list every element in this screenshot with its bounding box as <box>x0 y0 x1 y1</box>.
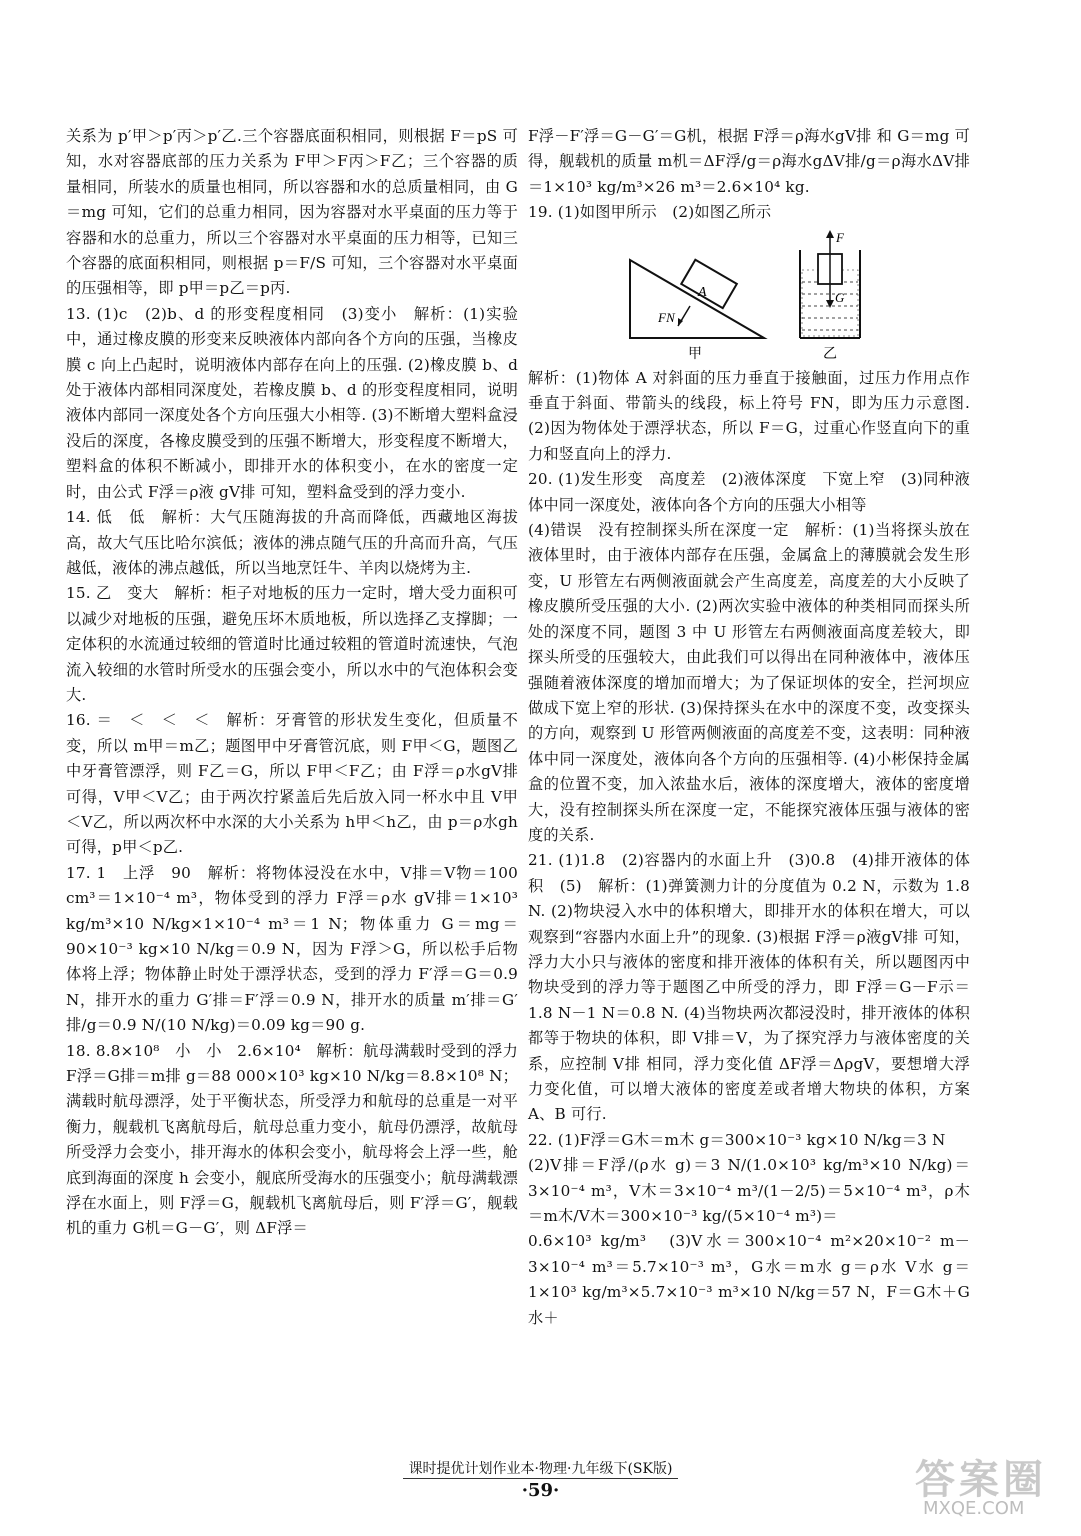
watermark <box>915 1448 1065 1528</box>
answer-22-part3: 0.6×10³ kg/m³ (3)V水＝300×10⁻⁴ m²×20×10⁻² m－3×10⁻⁴ m³＝5.7×10⁻³ m³，G水＝m水 g＝ρ水 V水 g＝1×10³ kg/m³×5.7×10⁻³ m³×10 N/kg＝57 N，F＝G木＋G水＋ <box>528 1232 970 1327</box>
normal-force-label: FN <box>658 309 676 325</box>
gravity-arrowhead <box>826 300 834 308</box>
watermark-logo-text: 答案圈 <box>915 1457 1047 1503</box>
block-a <box>681 259 737 307</box>
gravity-label: G <box>835 289 845 305</box>
buoyancy-label: F <box>836 229 845 245</box>
answer-22-part2: (2)V排＝F浮/(ρ水 g)＝3 N/(1.0×10³ kg/m³×10 N/kg)＝3×10⁻⁴ m³，V木＝3×10⁻⁴ m³/(1－2/5)＝5×10⁻⁴ m³，ρ木＝m木/V木＝300×10⁻³ kg/(5×10⁻⁴ m³)＝ <box>528 1156 970 1226</box>
beaker-figure <box>800 230 860 360</box>
answer-22-part1: 22. (1)F浮＝G木＝m木 g＝300×10⁻³ kg×10 N/kg＝3 N <box>528 1130 946 1149</box>
physics-figures <box>528 230 968 360</box>
answer-14: 14. 低 低 解析：大气压随海拔的升高而降低，西藏地区海拔高，故大气压比哈尔滨低；液体的沸点随气压的升高而升高，气压越低，液体的沸点越低，所以当地烹饪牛、羊肉以烧烤为主. <box>66 508 518 577</box>
page-number: ·59· <box>521 1480 560 1501</box>
figure-2-label: 乙 <box>823 345 838 360</box>
watermark-url: MXQE.COM <box>923 1498 1025 1519</box>
incline-figure <box>630 259 764 359</box>
right-column <box>528 124 970 1331</box>
paragraph-12-cont: 关系为 p′甲＞p′丙＞p′乙.三个容器底面积相同，则根据 F＝pS 可知，水对容器底部的压力关系为 F甲＞F丙＞F乙；三个容器的质量相同，所装水的质量也相同，所以容器和水的总质量相同，由 G＝mg 可知，它们的总重力相同，因为容器对水平桌面的压力等于容器和水的总重力，所以三个容器对水平桌面的压力相等，已知三个容器的底面积相同，则根据 p＝F/S 可知，三个容器对水平桌面的压强相等，即 p甲＝p乙＝p丙. <box>66 127 518 298</box>
answer-17: 17. 1 上浮 90 解析：将物体浸没在水中，V排＝V物＝100 cm³＝1×10⁻⁴ m³，物体受到的浮力 F浮＝ρ水 gV排＝1×10³ kg/m³×10 N/kg×1×10⁻⁴ m³＝1 N；物体重力 G＝mg＝90×10⁻³ kg×10 N/kg＝0.9 N，因为 F浮＞G，所以松手后物体将上浮；物体静止时处于漂浮状态，受到的浮力 F′浮＝G＝0.9 N，排开水的重力 G′排＝F′浮＝0.9 N，排开水的质量 m′排＝G′排/g＝0.9 N/(10 N/kg)＝0.09 kg＝90 g. <box>66 863 518 1035</box>
answer-20: 20. (1)发生形变 高度差 (2)液体深度 下宽上窄 (3)同种液体中同一深度处，液体向各个方向的压强大小相等 <box>528 470 970 514</box>
block-a-label: A <box>698 284 707 300</box>
buoyancy-arrowhead <box>826 230 834 238</box>
answer-19-analysis: 解析：(1)物体 A 对斜面的压力垂直于接触面，过压力作用点作垂直于斜面、带箭头的线段，标上符号 FN，即为压力示意图. (2)因为物体处于漂浮状态，所以 F＝G，过重心作竖直向下的重力和竖直向上的浮力. <box>528 368 970 463</box>
answer-15: 15. 乙 变大 解析：柜子对地板的压力一定时，增大受力面积可以减少对地板的压强，避免压坏木质地板，所以选择乙支撑脚；一定体积的水流通过较细的管道时比通过较粗的管道时流速快，气泡流入较细的水管时所受水的压强会变小，所以水中的气泡体积会变大. <box>66 584 518 704</box>
answer-21: 21. (1)1.8 (2)容器内的水面上升 (3)0.8 (4)排开液体的体积 (5) 解析：(1)弹簧测力计的分度值为 0.2 N，示数为 1.8 N. (2)物块浸入水中的体积增大，即排开水的体积在增大，可以观察到“容器内水面上升”的现象. (3)根据 F浮＝ρ液gV排 可知，浮力大小只与液体的密度和排开液体的体积有关，所以题图丙中物块受到的浮力等于题图乙中所受的浮力，即 F浮＝G－F示＝1.8 N－1 N＝0.8 N. (4)当物块两次都浸没时，排开液体的体积都等于物块的体积，即 V排＝V，为了探究浮力与液体密度的关系，应控制 V排 相同，浮力变化值 ΔF浮＝ΔρgV，要想增大浮力变化值，可以增大液体的密度差或者增大物块的体积，方案 A、B 可行. <box>528 851 970 1124</box>
figure-row <box>528 230 970 360</box>
footer-title: 课时提优计划作业本·物理·九年级下(SK版) <box>403 1461 679 1479</box>
left-column <box>66 124 518 1242</box>
answer-16: 16. ＝ ＜ ＜ ＜ 解析：牙膏管的形状发生变化，但质量不变，所以 m甲＝m乙；题图甲中牙膏管沉底，则 F甲＜G，题图乙中牙膏管漂浮，则 F乙＝G，所以 F甲＜F乙；由 F浮＝ρ水gV排 可得，V甲＜V乙；由于两次拧紧盖后先后放入同一杯水中且 V甲＜V乙，所以两次杯中水深的大小关系为 h甲＜h乙，由 p＝ρ水gh 可得，p甲＜p乙. <box>66 711 518 857</box>
answer-19: 19. (1)如图甲所示 (2)如图乙所示 <box>528 203 772 222</box>
answer-18: 18. 8.8×10⁸ 小 小 2.6×10⁴ 解析：航母满载时受到的浮力 F浮＝G排＝m排 g＝88 000×10³ kg×10 N/kg＝8.8×10⁸ N；满载时航母漂浮，处于平衡状态，所受浮力和航母的总重是一对平衡力，舰载机飞离航母后，航母总重力变小，航母仍漂浮，故航母所受浮力会变小，排开海水的体积会变小，航母将会上浮一些，舱底到海面的深度 h 会变小，舰底所受海水的压强变小；航母满载漂浮在水面上，则 F浮＝G，舰载机飞离航母后，则 F′浮＝G′，舰载机的重力 G机＝G－G′，则 ΔF浮＝ <box>66 1041 518 1238</box>
answer-18-cont: F浮－F′浮＝G－G′＝G机，根据 F浮＝ρ海水gV排 和 G＝mg 可得，舰载机的质量 m机＝ΔF浮/g＝ρ海水gΔV排/g＝ρ海水ΔV排＝1×10³ kg/m³×26 m³＝2.6×10⁴ kg. <box>528 127 970 196</box>
answer-13: 13. (1)c (2)b、d 的形变程度相同 (3)变小 解析：(1)实验中，通过橡皮膜的形变来反映液体内部向各个方向的压强，当橡皮膜 c 向上凸起时，说明液体内部存在向上的压强. (2)橡皮膜 b、d 处于液体内部相同深度处，若橡皮膜 b、d 的形变程度相同，说明液体内部同一深度处各个方向压强大小相等. (3)不断增大塑料盒浸没后的深度，各橡皮膜受到的压强不断增大，形变程度不断增大，塑料盒的体积不断减小，即排开水的体积变小，在水的密度一定时，由公式 F浮＝ρ液 gV排 可知，塑料盒受到的浮力变小. <box>66 304 518 501</box>
figure-1-label: 甲 <box>688 345 703 360</box>
answer-20-part4: (4)错误 没有控制探头所在深度一定 解析：(1)当将探头放在液体里时，由于液体内部存在压强，金属盒上的薄膜就会发生形变，U 形管左右两侧液面就会产生高度差，高度差的大小反映了橡皮膜所受压强的大小. (2)两次实验中液体的种类相同而探头所处的深度不同，题图 3 中 U 形管左右两侧液面高度差较大，即探头所受的压强较大，由此我们可以得出在同种液体中，液体压强随着液体深度的增加而增大；为了保证坝体的安全，拦河坝应做成下宽上窄的形状. (3)保持探头在水中的深度不变，改变探头的方向，观察到 U 形管两侧液面的高度差不变，这表明：同种液体中同一深度处，液体向各个方向的压强相等. (4)小彬保持金属盒的位置不变，加入浓盐水后，液体的深度增大，液体的密度增大，没有控制探头所在深度一定，不能探究液体压强与液体的密度的关系. <box>528 521 970 844</box>
